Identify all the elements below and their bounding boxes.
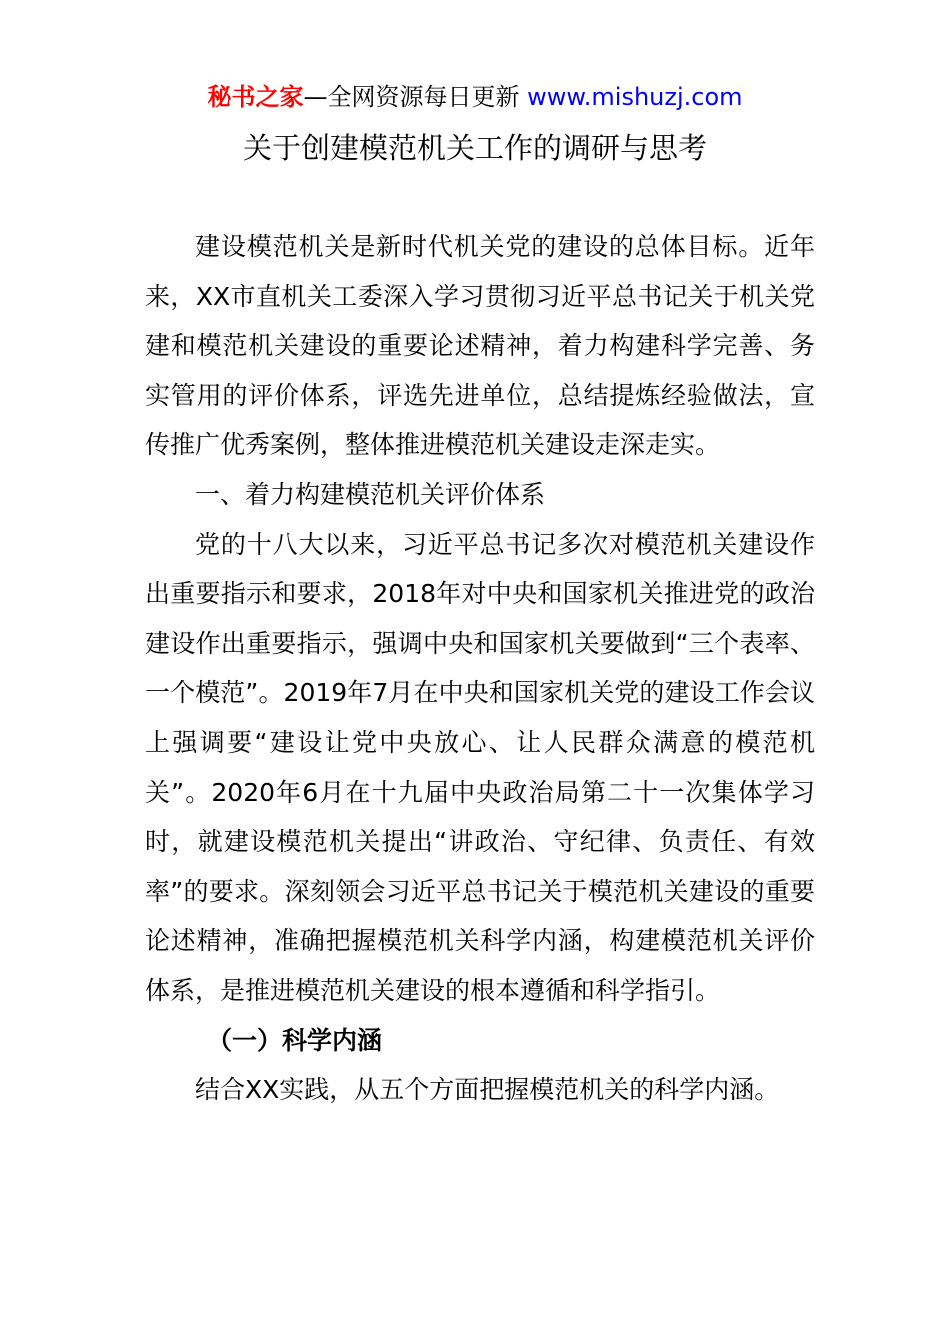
brand-name: 秘书之家 [207,83,304,111]
site-url-link[interactable]: www.mishuzj.com [527,83,743,111]
subsection-paragraph-1: 结合XX实践，从五个方面把握模范机关的科学内涵。 [195,1075,780,1105]
subsection-heading-1: （一）科学内涵 [207,1025,383,1055]
intro-paragraph: 建设模范机关是新时代机关党的建设的总体目标。近年来，XX市直机关工委深入学习贯彻习近平总书记关于机关党建和模范机关建设的重要论述精神，着力构建科学完善、务实管用的评价体系，评选先进单位，总结提炼经验做法，宣传推广优秀案例，整体推进模范机关建设走深走实。 [145,232,815,460]
document-body [145,222,815,1115]
section-paragraph-1: 党的十八大以来，习近平总书记多次对模范机关建设作出重要指示和要求，2018年对中央和国家机关推进党的政治建设作出重要指示，强调中央和国家机关要做到“三个表率、一个模范”。2019年7月在中央和国家机关党的建设工作会议上强调要“建设让党中央放心、让人民群众满意的模范机关”。2020年6月在十九届中央政治局第二十一次集体学习时，就建设模范机关提出“讲政治、守纪律、负责任、有效率”的要求。深刻领会习近平总书记关于模范机关建设的重要论述精神，准确把握模范机关科学内涵，构建模范机关评价体系，是推进模范机关建设的根本遵循和科学指引。 [145,529,815,1005]
site-header [0,80,950,114]
header-tagline: —全网资源每日更新 [303,83,520,111]
document-title: 关于创建模范机关工作的调研与思考 [242,131,707,165]
section-heading-1: 一、着力构建模范机关评价体系 [195,479,546,509]
